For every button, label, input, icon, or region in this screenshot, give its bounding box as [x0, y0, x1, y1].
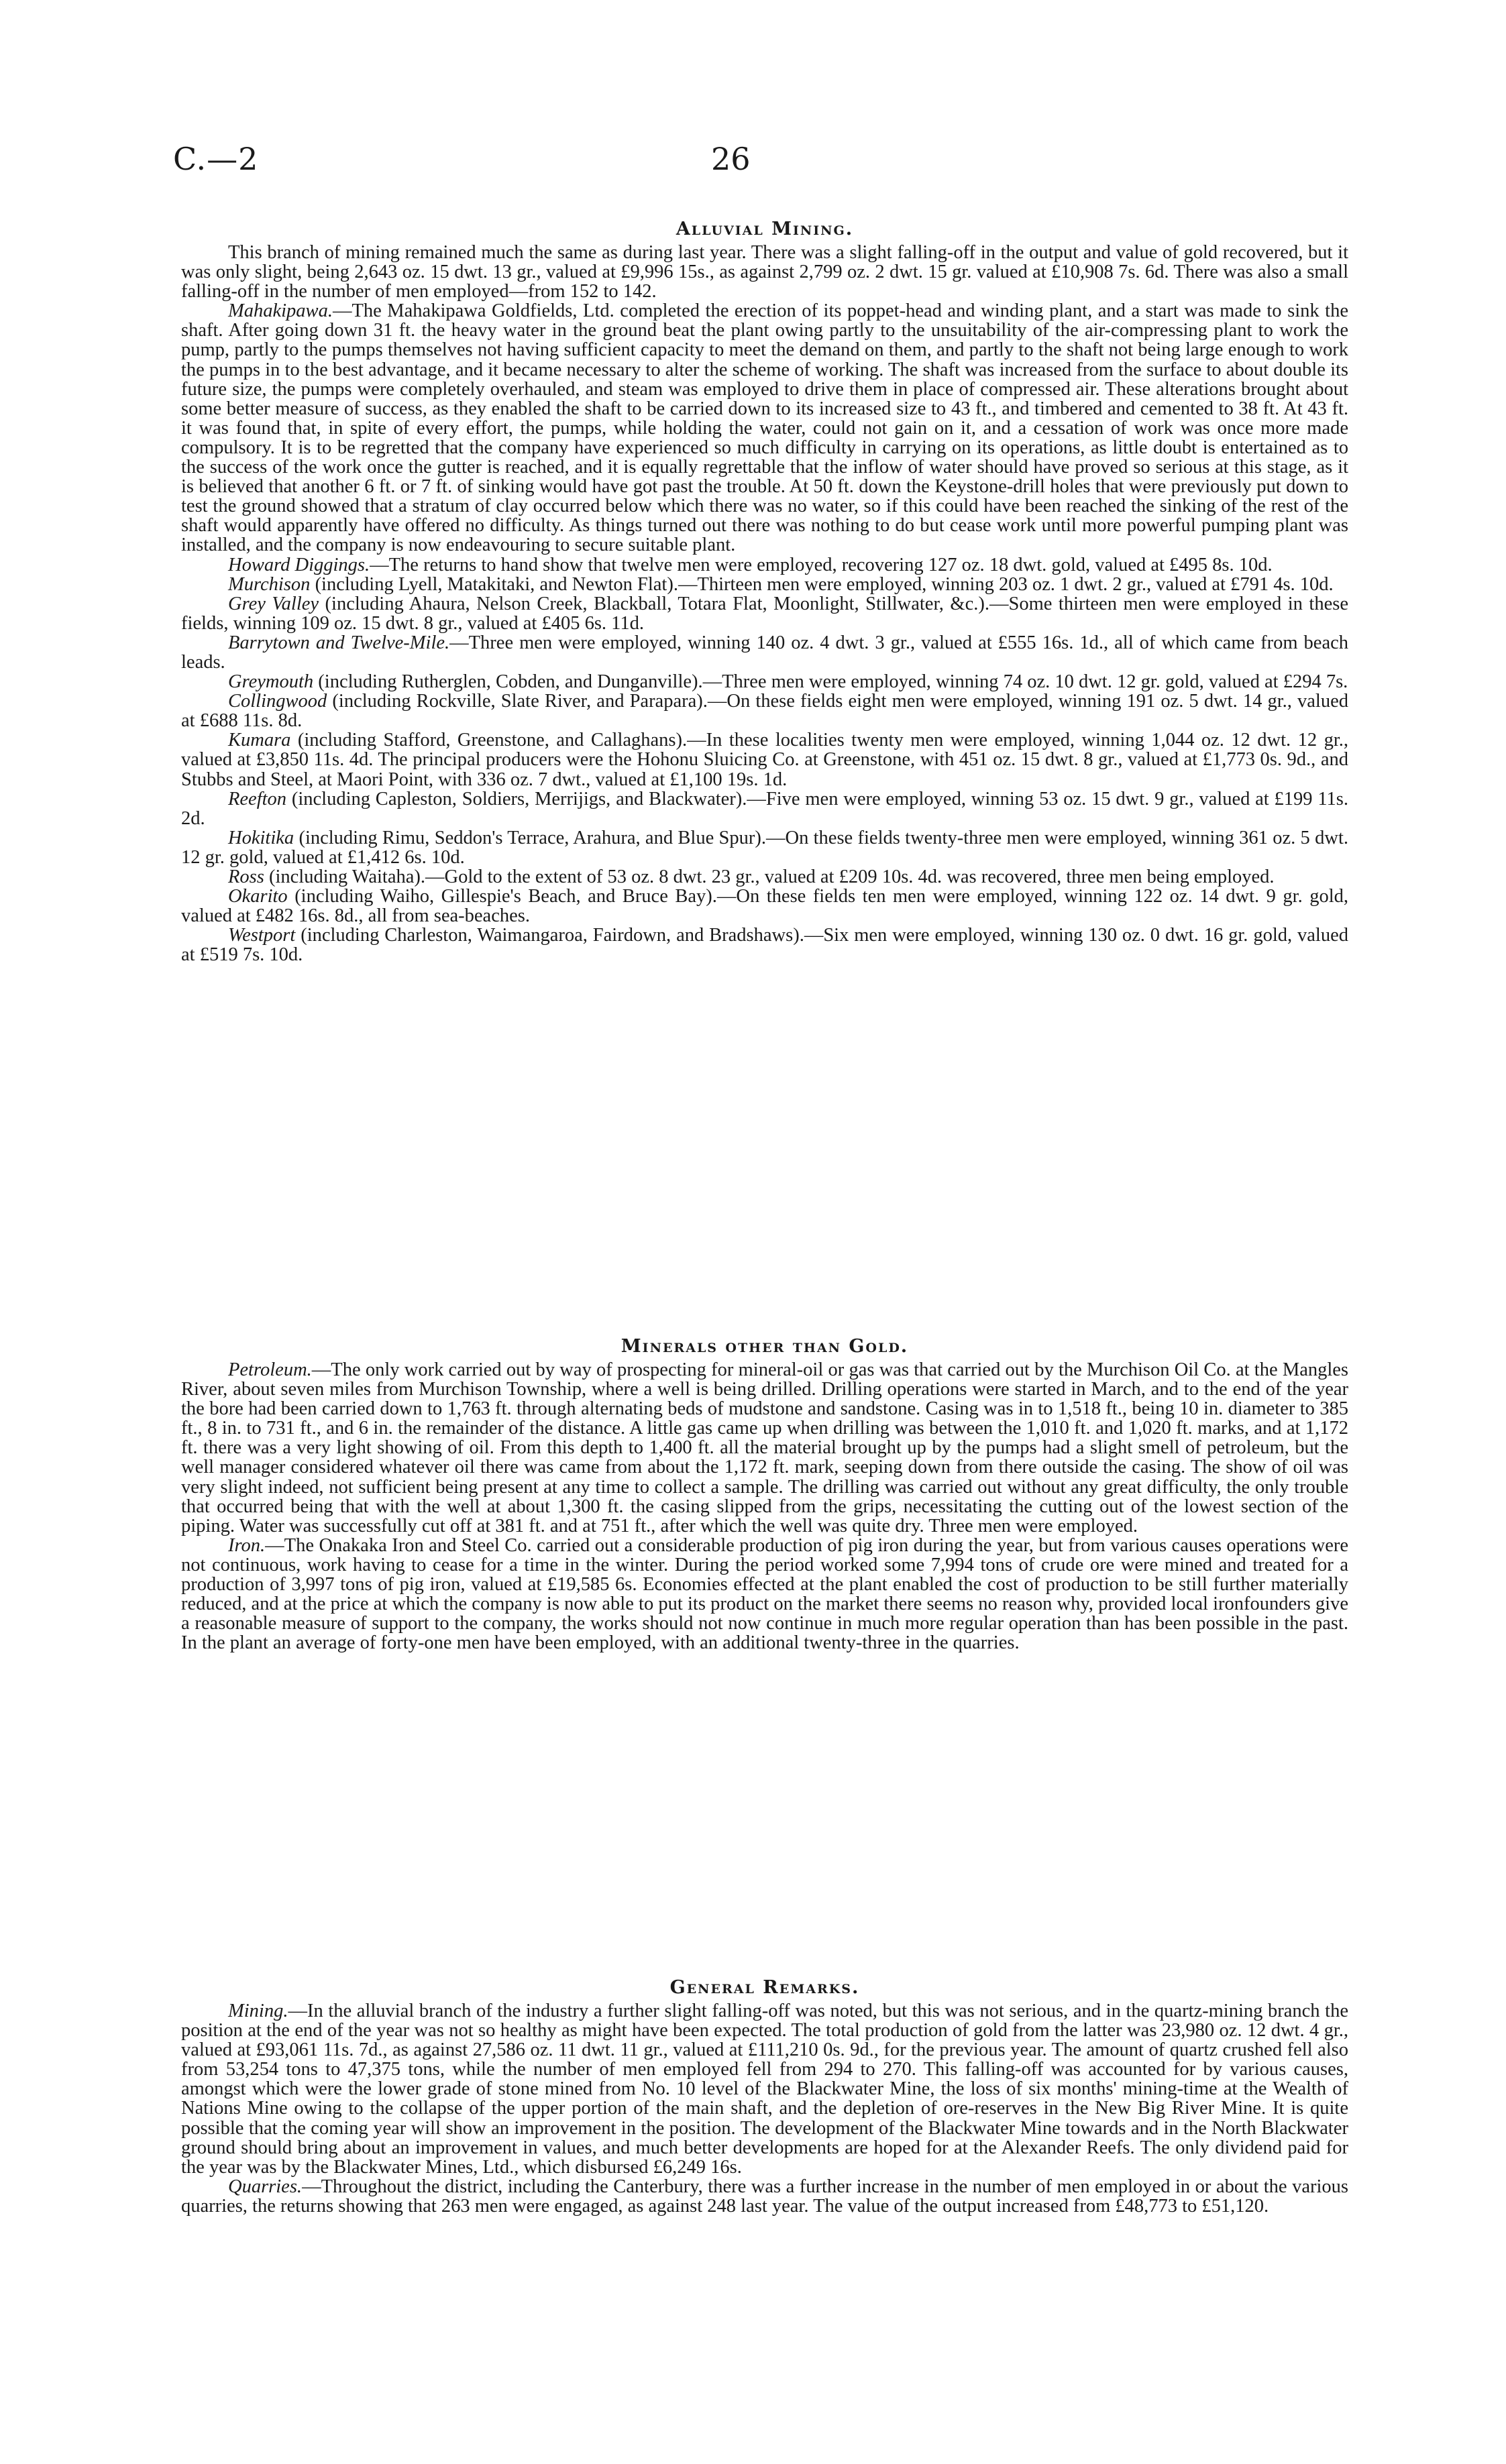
paragraph-lead: Barrytown and Twelve-Mile.	[228, 632, 450, 653]
section-heading: General Remarks.	[669, 1977, 860, 1998]
paragraph: Hokitika (including Rimu, Seddon's Terrace, Arahura, and Blue Spur).—On these fields twenty-three men were employed, winning 361 oz. 5 dwt. 12 gr. gold, valued at £1,412 6s. 10d.	[181, 827, 1348, 868]
section-heading: Minerals other than Gold.	[621, 1336, 909, 1357]
paragraph: This branch of mining remained much the same as during last year. There was a slight falling-off in the output and value of gold recovered, but it was only slight, being 2,643 oz. 15 dwt. 13 gr., valued at £9,996 15s., as against 2,799 oz. 2 dwt. 15 gr. valued at £10,908 7s. 6d. There was also a small falling-off in the number of men employed—from 152 to 142.	[181, 242, 1348, 302]
paragraph-lead: Ross	[228, 866, 264, 887]
paragraph-lead: Mahakipawa.	[228, 300, 333, 322]
section-general-remarks	[181, 1974, 1348, 2216]
paragraph: Collingwood (including Rockville, Slate River, and Parapara).—On these fields eight men were employed, winning 191 oz. 5 dwt. 14 gr., valued at £688 11s. 8d.	[181, 691, 1348, 732]
paragraph-lead: Iron.	[228, 1534, 266, 1556]
paragraph: Barrytown and Twelve-Mile.—Three men were employed, winning 140 oz. 4 dwt. 3 gr., valued at £555 16s. 1d., all of which came from beach leads.	[181, 632, 1348, 673]
section-heading: Alluvial Mining.	[676, 219, 854, 239]
parliamentary-paper-code: C.—2	[173, 141, 259, 177]
paragraph-lead: Greymouth	[228, 671, 314, 693]
paragraph: Ross (including Waitaha).—Gold to the extent of 53 oz. 8 dwt. 23 gr., valued at £209 10s. 4d. was recovered, three men being employed.	[228, 866, 1275, 887]
paragraph-lead: Okarito	[228, 886, 288, 907]
section-minerals-other-than-gold	[181, 1333, 1348, 1653]
paragraph: Reefton (including Capleston, Soldiers, Merrijigs, and Blackwater).—Five men were employed, winning 53 oz. 15 dwt. 9 gr., valued at £199 11s. 2d.	[181, 788, 1348, 829]
paragraph: Murchison (including Lyell, Matakitaki, and Newton Flat).—Thirteen men were employed, winning 203 oz. 1 dwt. 2 gr., valued at £791 4s. 10d.	[228, 573, 1334, 595]
paragraph-lead: Collingwood	[228, 691, 327, 712]
paragraph-lead: Kumara	[228, 730, 291, 751]
paragraph: Kumara (including Stafford, Greenstone, and Callaghans).—In these localities twenty men were employed, winning 1,044 oz. 12 dwt. 12 gr., valued at £3,850 11s. 4d. The principal producers were the Hohonu Sluicing Co. at Greenstone, with 451 oz. 15 dwt. 8 gr., valued at £1,773 0s. 9d., and Stubbs and Steel, at Maori Point, with 336 oz. 7 dwt., valued at £1,100 19s. 1d.	[181, 730, 1348, 790]
paragraph: Iron.—The Onakaka Iron and Steel Co. carried out a considerable production of pig iron during the year, but from various causes operations were not continuous, work having to cease for a time in the winter. During the period worked some 7,994 tons of crude ore were mined and treated for a production of 3,997 tons of pig iron, valued at £19,585 6s. Economies effected at the plant enabled the cost of production to be still further materially reduced, and at the price at which the company is now able to put its product on the market there seems no reason why, provided local ironfounders give a reasonable measure of support to the company, the works should not now continue in much more regular operation than has been possible in the past. In the plant an average of forty-one men have been employed, with an additional twenty-three in the quarries.	[181, 1534, 1348, 1654]
paragraph: Howard Diggings.—The returns to hand show that twelve men were employed, recovering 127 oz. 18 dwt. gold, valued at £495 8s. 10d.	[228, 554, 1273, 575]
paragraph-lead: Howard Diggings.	[228, 554, 370, 575]
paragraph: Grey Valley (including Ahaura, Nelson Creek, Blackball, Totara Flat, Moonlight, Stillwater, &c.).—Some thirteen men were employed in these fields, winning 109 oz. 15 dwt. 8 gr., valued at £405 6s. 11d.	[181, 593, 1348, 634]
paragraph-lead: Reefton	[228, 788, 287, 809]
paragraph-lead: Hokitika	[228, 827, 294, 848]
paragraph-lead: Grey Valley	[228, 593, 319, 614]
paragraph: Mahakipawa.—The Mahakipawa Goldfields, Ltd. completed the erection of its poppet-head and winding plant, and a start was made to sink the shaft. After going down 31 ft. the heavy water in the ground beat the plant owing partly to the unsuitability of the air-compressing plant to work the pump, partly to the pumps themselves not having sufficient capacity to meet the demand on them, and partly to the shaft not being large enough to work the pumps in to the best advantage, and it became necessary to alter the scheme of working. The shaft was increased from the surface to about double its future size, the pumps were completely overhauled, and steam was employed to drive them in place of compressed air. These alterations brought about some better measure of success, as they enabled the shaft to be carried down to its increased size to 43 ft., and timbered and cemented to 38 ft. At 43 ft. it was found that, in spite of every effort, the pumps, while holding the water, could not gain on it, and a cessation of work was once more made compulsory. It is to be regretted that the company have experienced so much difficulty in carrying on its operations, as little doubt is entertained as to the success of the work once the gutter is reached, and it is equally regrettable that the inflow of water should have proved so serious at this stage, as it is believed that another 6 ft. or 7 ft. of sinking would have got past the trouble. At 50 ft. down the Keystone-drill holes that were previously put down to test the ground showed that a stratum of clay occurred below which there was no water, so if this could have been reached the sinking of the rest of the shaft would apparently have offered no difficulty. As things turned out there was nothing to do but cease work until more powerful pumping plant was installed, and the company is now endeavouring to secure suitable plant.	[181, 300, 1348, 556]
paragraph-lead: Westport	[228, 925, 296, 946]
paragraph-lead: Murchison	[228, 573, 311, 595]
section-alluvial-mining	[181, 216, 1348, 964]
page-number: 26	[711, 141, 751, 177]
paragraph-lead: Mining.	[228, 2001, 288, 2021]
paragraph: Petroleum.—The only work carried out by way of prospecting for mineral-oil or gas was that carried out by the Murchison Oil Co. at the Mangles River, about seven miles from Murchison Township, where a well is being drilled. Drilling operations were started in March, and to the end of the year the bore had been carried down to 1,763 ft. through alternating beds of mudstone and sandstone. Casing was in to 1,518 ft., being 10 in. diameter to 385 ft., 8 in. to 731 ft., and 6 in. the remainder of the distance. A little gas came up when drilling was between the 1,010 ft. and 1,020 ft. marks, and at 1,172 ft. there was a very light showing of oil. From this depth to 1,400 ft. all the material brought up by the pumps had a slight smell of petroleum, but the well manager considered whatever oil there was came from about the 1,172 ft. mark, seeping down from there outside the casing. The show of oil was very slight indeed, not sufficient being present at any time to collect a sample. The drilling was carried out without any great difficulty, the only trouble that occurred being that with the well at about 1,300 ft. the casing slipped from the grips, necessitating the cutting out of the lowest section of the piping. Water was successfully cut off at 381 ft. and at 751 ft., after which the well was quite dry. Three men were employed.	[181, 1359, 1348, 1536]
paragraph-lead: Quarries.	[228, 2176, 303, 2197]
paragraph-lead: Petroleum.	[228, 1359, 312, 1380]
paragraph: Okarito (including Waiho, Gillespie's Beach, and Bruce Bay).—On these fields ten men were employed, winning 122 oz. 14 dwt. 9 gr. gold, valued at £482 16s. 8d., all from sea-beaches.	[181, 886, 1348, 927]
paragraph: Westport (including Charleston, Waimangaroa, Fairdown, and Bradshaws).—Six men were employed, winning 130 oz. 0 dwt. 16 gr. gold, valued at £519 7s. 10d.	[181, 925, 1348, 966]
paragraph: Quarries.—Throughout the district, including the Canterbury, there was a further increase in the number of men employed in or about the various quarries, the returns showing that 263 men were engaged, as against 248 last year. The value of the output increased from £48,773 to £51,120.	[181, 2176, 1348, 2217]
paragraph: Greymouth (including Rutherglen, Cobden, and Dunganville).—Three men were employed, winning 74 oz. 10 dwt. 12 gr. gold, valued at £294 7s.	[228, 671, 1348, 693]
paragraph: Mining.—In the alluvial branch of the industry a further slight falling-off was noted, but this was not serious, and in the quartz-mining branch the position at the end of the year was not so healthy as might have been expected. The total production of gold from the latter was 23,980 oz. 12 dwt. 4 gr., valued at £93,061 11s. 7d., as against 27,586 oz. 11 dwt. 11 gr., valued at £111,210 0s. 9d., for the previous year. The amount of quartz crushed fell also from 53,254 tons to 47,375 tons, while the number of men employed fell from 294 to 270. This falling-off was accounted for by various causes, amongst which were the lower grade of stone mined from No. 10 level of the Blackwater Mine, the loss of six months' mining-time at the Wealth of Nations Mine owing to the collapse of the upper portion of the main shaft, and the depletion of ore-reserves in the New Big River Mine. It is quite possible that the coming year will show an improvement in the position. The development of the Blackwater Mine towards and in the North Blackwater ground should bring about an improvement in values, and much better developments are hoped for at the Alexander Reefs. The only dividend paid for the year was by the Blackwater Mines, Ltd., which disbursed £6,249 16s.	[181, 2001, 1348, 2178]
